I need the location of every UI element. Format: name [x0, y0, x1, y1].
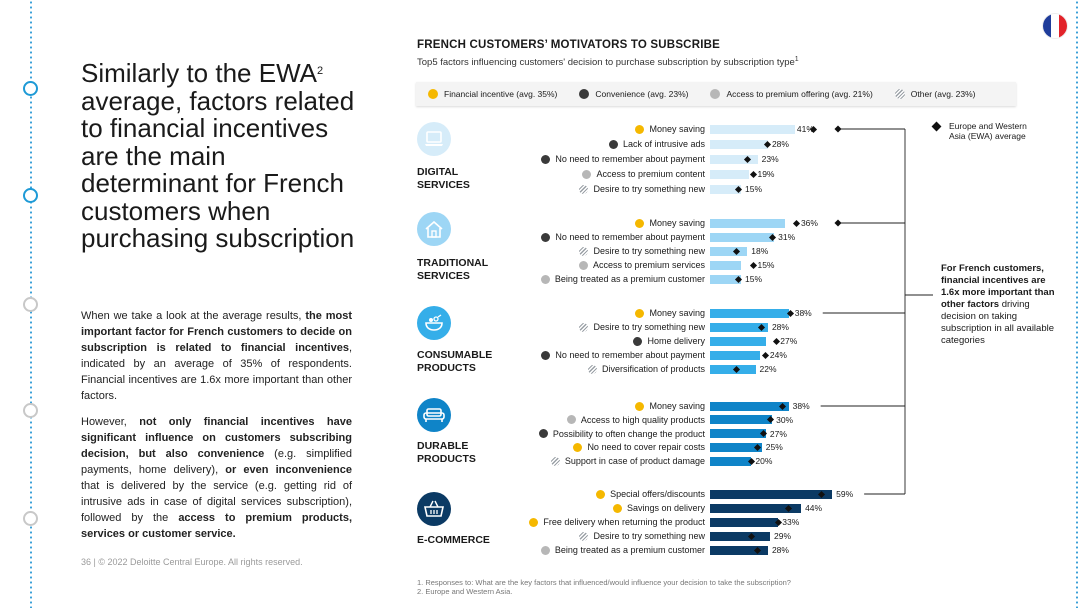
value-label: 38% — [792, 401, 810, 411]
body-paragraph-1: When we take a look at the average results, the most important factor for French customers to decide on subscription is related to financial incentives, indicated by an average of 35% of respondents. Financial incentives are 1.6x more important than other factors. — [81, 310, 353, 402]
factor-type-financial-dot-icon — [635, 402, 644, 411]
value-label: 20% — [755, 456, 773, 467]
connector-diamond — [834, 219, 841, 226]
timeline-node — [23, 297, 38, 312]
bar — [710, 532, 770, 541]
bar — [710, 351, 760, 360]
value-label: 28% — [771, 139, 789, 149]
value-label: 15% — [745, 184, 763, 194]
factor-type-other-dot-icon — [579, 323, 588, 332]
value-label: 27% — [769, 428, 787, 439]
value-label: 33% — [782, 517, 800, 527]
timeline-node — [23, 403, 38, 418]
value-label: 30% — [776, 414, 794, 425]
legend-item-convenience: Convenience (avg. 23%) — [579, 89, 688, 99]
value-label: 36% — [800, 218, 818, 228]
chart-subtitle: Top5 factors influencing customers' decision to purchase subscription by subscription type$^1$ — [417, 56, 799, 69]
ewa-average-diamond — [735, 185, 742, 192]
value-label: 22% — [759, 364, 777, 374]
row-label: Access to high quality products — [567, 414, 705, 426]
ewa-average-diamond — [773, 337, 780, 344]
timeline-node — [23, 81, 38, 96]
row-label: Access to premium content — [582, 168, 705, 180]
bar — [710, 261, 741, 270]
factor-type-premium-dot-icon — [582, 170, 591, 179]
ewa-average-diamond — [750, 261, 757, 268]
value-label: 28% — [771, 545, 789, 555]
row-label: No need to cover repair costs — [573, 441, 705, 453]
page-footer: 36 | © 2022 Deloitte Central Europe. All rights reserved. — [81, 557, 303, 567]
bar — [710, 429, 766, 438]
row-label: Money saving — [635, 217, 705, 229]
value-label: 23% — [761, 154, 779, 164]
factor-type-other-dot-icon — [579, 185, 588, 194]
ewa-diamond-icon — [932, 122, 942, 132]
row-label: Support in case of product damage — [551, 455, 705, 467]
ewa-legend-label: Europe and Western Asia (EWA) average — [949, 121, 1027, 141]
factor-type-other-dot-icon — [579, 247, 588, 256]
bar — [710, 140, 768, 149]
bar — [710, 490, 832, 499]
basket-icon — [417, 492, 451, 526]
value-label: 15% — [757, 260, 775, 270]
ewa-average-diamond — [762, 351, 769, 358]
value-label: 19% — [757, 169, 775, 179]
factor-type-convenience-dot-icon — [541, 155, 550, 164]
bar — [710, 247, 747, 256]
ewa-average-diamond — [787, 309, 794, 316]
row-label: No need to remember about payment — [541, 231, 705, 243]
factor-type-convenience-dot-icon — [541, 351, 550, 360]
row-label: Diversification of products — [588, 363, 705, 375]
timeline-node — [23, 188, 38, 203]
right-dotted-border — [1076, 0, 1078, 608]
ewa-average-diamond — [750, 170, 757, 177]
value-label: 44% — [805, 503, 823, 513]
category-label: TRADITIONAL SERVICES — [417, 257, 489, 282]
headline: Similarly to the EWA$^2$ average, factors related to financial incentives are the main determinant for French customers when purchasing subscription — [81, 58, 355, 253]
factor-type-financial-dot-icon — [635, 309, 644, 318]
footnote-2: 2. Europe and Western Asia. — [417, 587, 513, 596]
category-label: CONSUMABLE PRODUCTS — [417, 349, 493, 374]
value-label: 38% — [794, 308, 812, 318]
factor-type-financial-dot-icon — [613, 504, 622, 513]
legend-convenience-dot-icon — [579, 89, 589, 99]
bar — [710, 125, 795, 134]
factor-type-other-dot-icon — [579, 532, 588, 541]
factor-type-financial-dot-icon — [635, 125, 644, 134]
value-label: 29% — [774, 531, 792, 541]
legend-premium-dot-icon — [710, 89, 720, 99]
factor-type-convenience-dot-icon — [539, 429, 548, 438]
legend-item-premium: Access to premium offering (avg. 21%) — [710, 89, 872, 99]
value-label: 25% — [765, 442, 783, 453]
category-label: DIGITAL SERVICES — [417, 166, 470, 191]
progress-timeline — [30, 0, 32, 608]
factor-type-convenience-dot-icon — [609, 140, 618, 149]
row-label: Free delivery when returning the product — [529, 516, 705, 528]
row-label: Desire to try something new — [579, 321, 705, 333]
value-label: 59% — [836, 489, 854, 499]
category-label: E-COMMERCE — [417, 534, 490, 546]
ewa-average-diamond — [764, 140, 771, 147]
body-paragraph-2: However, not only financial incentives have significant influence on customers subscribing decision, but also convenience (e.g. simplified payments, home delivery), or even inconvenience that is delivered by the service (e.g. getting rid of intrusive ads in case of digital services subscription), followed by the access to premium products, services or customer service. — [81, 416, 353, 540]
row-label: Money saving — [635, 400, 705, 412]
row-label: Being treated as a premium customer — [541, 273, 705, 285]
factor-type-premium-dot-icon — [579, 261, 588, 270]
ewa-average-diamond — [735, 275, 742, 282]
bar — [710, 415, 772, 424]
value-label: 18% — [751, 246, 769, 256]
legend-item-financial: Financial incentive (avg. 35%) — [428, 89, 557, 99]
factor-type-convenience-dot-icon — [633, 337, 642, 346]
france-flag-icon — [1043, 14, 1067, 38]
row-label: Savings on delivery — [613, 502, 705, 514]
chart-title: FRENCH CUSTOMERS’ MOTIVATORS TO SUBSCRIBE — [417, 39, 720, 51]
value-label: 24% — [769, 350, 787, 360]
legend-financial-dot-icon — [428, 89, 438, 99]
value-label: 31% — [778, 232, 796, 242]
row-label: No need to remember about payment — [541, 349, 705, 361]
body-text — [81, 308, 352, 552]
factor-type-financial-dot-icon — [635, 219, 644, 228]
bar — [710, 170, 749, 179]
chart-legend — [416, 82, 1016, 106]
factor-type-convenience-dot-icon — [541, 233, 550, 242]
factor-type-other-dot-icon — [588, 365, 597, 374]
value-label: 28% — [771, 322, 789, 332]
row-label: Money saving — [635, 123, 705, 135]
legend-item-other: Other (avg. 23%) — [895, 89, 976, 99]
legend-other-dot-icon — [895, 89, 905, 99]
row-label: Possibility to often change the product — [539, 428, 705, 440]
row-label: Being treated as a premium customer — [541, 544, 705, 556]
row-label: Access to premium services — [579, 259, 705, 271]
factor-type-premium-dot-icon — [541, 546, 550, 555]
house-icon — [417, 212, 451, 246]
row-label: Home delivery — [633, 335, 705, 347]
row-label: Lack of intrusive ads — [609, 138, 705, 150]
bar — [710, 518, 778, 527]
row-label: Desire to try something new — [579, 245, 705, 257]
laptop-icon — [417, 122, 451, 156]
footnote-1: 1. Responses to: What are the key factors that influenced/would influence your decision to take the subscription? — [417, 578, 791, 587]
factor-type-premium-dot-icon — [541, 275, 550, 284]
bar — [710, 233, 774, 242]
bar — [710, 309, 789, 318]
ewa-legend — [933, 121, 1039, 141]
sofa-icon — [417, 398, 451, 432]
bar — [710, 337, 766, 346]
row-label: No need to remember about payment — [541, 153, 705, 165]
factor-type-other-dot-icon — [551, 457, 560, 466]
bar — [710, 457, 751, 466]
connector-diamond — [834, 125, 841, 132]
factor-type-financial-dot-icon — [529, 518, 538, 527]
bar — [710, 219, 785, 228]
factor-type-financial-dot-icon — [596, 490, 605, 499]
value-label: 15% — [745, 274, 763, 284]
callout-text: For French customers, financial incentives are 1.6x more important than other factors driving decision on taking subscription in all available categories — [941, 263, 1055, 346]
category-label: DURABLE PRODUCTS — [417, 440, 476, 465]
timeline-node — [23, 511, 38, 526]
salad-bowl-icon — [417, 306, 451, 340]
row-label: Special offers/discounts — [596, 488, 705, 500]
factor-type-premium-dot-icon — [567, 415, 576, 424]
row-label: Desire to try something new — [579, 183, 705, 195]
value-label: 27% — [780, 336, 798, 346]
value-label: 41% — [796, 124, 814, 134]
row-label: Money saving — [635, 307, 705, 319]
factor-type-financial-dot-icon — [573, 443, 582, 452]
row-label: Desire to try something new — [579, 530, 705, 542]
ewa-average-diamond — [793, 219, 800, 226]
bar — [710, 402, 789, 411]
